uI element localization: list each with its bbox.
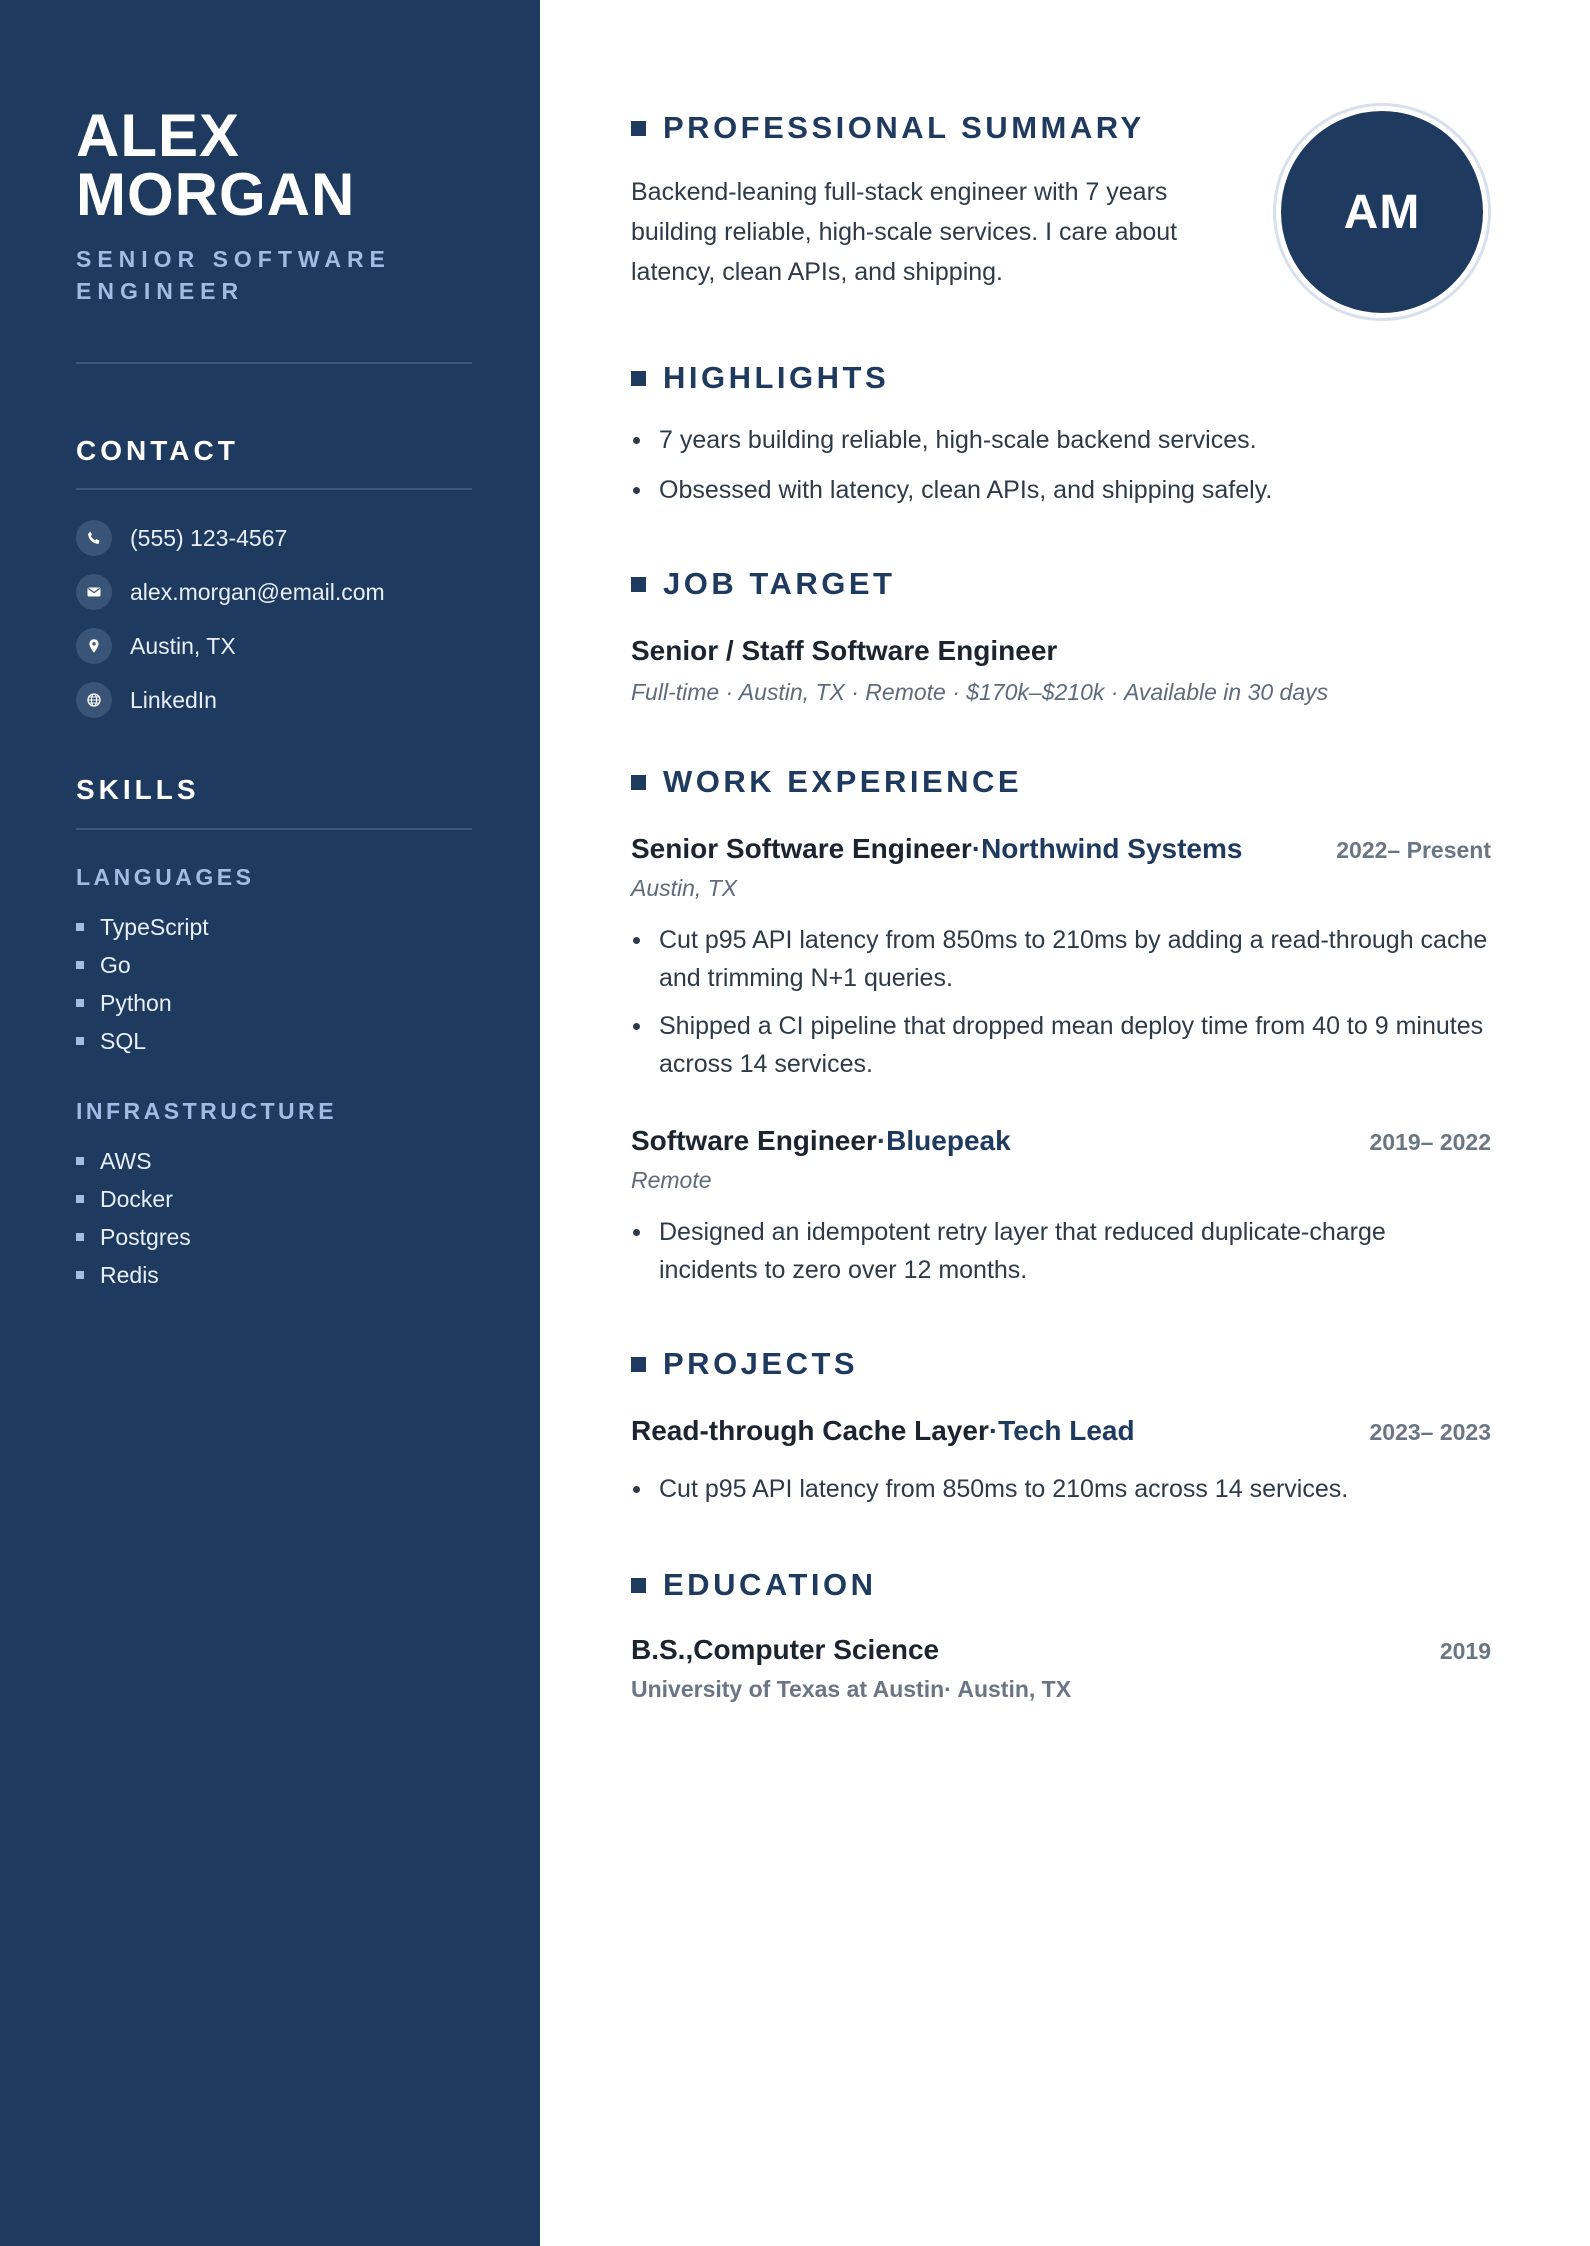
company-name: ·Northwind Systems xyxy=(971,833,1243,864)
entry-date: 2023– 2023 xyxy=(1369,1419,1491,1445)
project-role: ·Tech Lead xyxy=(988,1415,1135,1446)
square-bullet-icon xyxy=(76,923,84,931)
entry-date: 2019 xyxy=(1439,1638,1491,1664)
list-item: 7 years building reliable, high-scale backend services. xyxy=(631,421,1491,459)
contact-email-text: alex.morgan@email.com xyxy=(130,578,385,605)
education-entry xyxy=(631,1634,1491,1703)
highlights-list xyxy=(631,421,1491,509)
candidate-role: SENIOR SOFTWARE ENGINEER xyxy=(76,246,391,304)
skill-label: SQL xyxy=(100,1027,147,1054)
square-bullet-icon xyxy=(76,999,84,1007)
experience-entry xyxy=(631,1125,1491,1289)
first-name: ALEX xyxy=(76,102,241,169)
skill-label: Redis xyxy=(100,1261,159,1288)
list-item: Cut p95 API latency from 850ms to 210ms by adding a read-through cache and trimming N+1 queries. xyxy=(631,921,1491,997)
skill-item xyxy=(76,1256,540,1294)
skill-label: Docker xyxy=(100,1185,173,1212)
section-title-text: PROJECTS xyxy=(663,1346,859,1381)
experience-entry xyxy=(631,833,1491,1083)
skill-list-languages xyxy=(76,908,540,1060)
square-bullet-icon xyxy=(631,1357,646,1372)
job-title: Senior Software Engineer xyxy=(631,833,972,864)
square-bullet-icon xyxy=(631,121,646,136)
job-target-block xyxy=(631,635,1491,706)
contact-phone[interactable] xyxy=(76,520,540,556)
skill-group-title-languages: LANGUAGES xyxy=(76,864,255,890)
section-title-projects xyxy=(631,1346,858,1382)
highlights-block xyxy=(631,421,1491,509)
project-name: Read-through Cache Layer xyxy=(631,1415,989,1446)
institution: University of Texas at Austin· Austin, TX xyxy=(631,1676,1072,1702)
square-bullet-icon xyxy=(631,371,646,386)
entry-location: Austin, TX xyxy=(631,875,738,901)
divider xyxy=(76,488,472,490)
contact-location xyxy=(76,628,540,664)
section-title-text: PROFESSIONAL SUMMARY xyxy=(663,110,1145,145)
skill-item xyxy=(76,1022,540,1060)
divider xyxy=(76,828,472,830)
candidate-name xyxy=(76,102,540,228)
square-bullet-icon xyxy=(631,577,646,592)
list-item: Designed an idempotent retry layer that reduced duplicate-charge incidents to zero over 12 months. xyxy=(631,1213,1491,1289)
square-bullet-icon xyxy=(76,1271,84,1279)
phone-icon xyxy=(76,520,112,556)
entry-date: 2022– Present xyxy=(1336,837,1491,863)
location-pin-icon xyxy=(76,628,112,664)
contact-location-text: Austin, TX xyxy=(130,632,236,659)
entry-title xyxy=(631,833,1242,865)
job-target-meta: Full-time · Austin, TX · Remote · $170k–$210k · Available in 30 days xyxy=(631,679,1329,705)
section-title-education xyxy=(631,1567,876,1603)
skill-label: Python xyxy=(100,989,172,1016)
section-title-text: WORK EXPERIENCE xyxy=(663,764,1023,799)
skill-label: AWS xyxy=(100,1147,152,1174)
square-bullet-icon xyxy=(76,1037,84,1045)
entry-header xyxy=(631,833,1491,865)
skill-label: Go xyxy=(100,951,131,978)
entry-title xyxy=(631,1415,1135,1447)
entry-date: 2019– 2022 xyxy=(1369,1129,1491,1155)
skill-item xyxy=(76,1180,540,1218)
entry-title xyxy=(631,1125,1011,1157)
project-entry xyxy=(631,1415,1491,1508)
skill-item xyxy=(76,908,540,946)
entry-header xyxy=(631,1634,1491,1666)
list-item: Cut p95 API latency from 850ms to 210ms across 14 services. xyxy=(631,1470,1491,1508)
list-item: Obsessed with latency, clean APIs, and shipping safely. xyxy=(631,471,1491,509)
last-name: MORGAN xyxy=(76,161,356,228)
contact-email[interactable] xyxy=(76,574,540,610)
square-bullet-icon xyxy=(76,1195,84,1203)
skills-heading: SKILLS xyxy=(76,774,200,805)
square-bullet-icon xyxy=(631,1578,646,1593)
square-bullet-icon xyxy=(631,775,646,790)
skill-list-infrastructure xyxy=(76,1142,540,1294)
avatar xyxy=(1276,106,1488,318)
skill-item xyxy=(76,984,540,1022)
entry-header xyxy=(631,1415,1491,1447)
square-bullet-icon xyxy=(76,1233,84,1241)
contact-linkedin-text: LinkedIn xyxy=(130,686,217,713)
entry-header xyxy=(631,1125,1491,1157)
summary-text: Backend-leaning full-stack engineer with 7 years building reliable, high-scale services. I care about latency, clean APIs, and shipping. xyxy=(631,178,1178,286)
degree: B.S.,Computer Science xyxy=(631,1634,940,1665)
skill-item xyxy=(76,1218,540,1256)
square-bullet-icon xyxy=(76,1157,84,1165)
contact-linkedin[interactable] xyxy=(76,682,540,718)
section-title-text: EDUCATION xyxy=(663,1567,877,1602)
square-bullet-icon xyxy=(76,961,84,969)
section-title-experience xyxy=(631,764,1022,800)
list-item: Shipped a CI pipeline that dropped mean deploy time from 40 to 9 minutes across 14 services. xyxy=(631,1007,1491,1083)
job-title: Software Engineer xyxy=(631,1125,877,1156)
section-title-highlights xyxy=(631,360,889,396)
entry-bullets xyxy=(631,921,1491,1083)
entry-bullets xyxy=(631,1470,1491,1508)
skill-item xyxy=(76,1142,540,1180)
job-target-title: Senior / Staff Software Engineer xyxy=(631,635,1058,666)
divider xyxy=(76,362,472,364)
contact-list xyxy=(76,520,540,718)
avatar-initials: AM xyxy=(1343,185,1421,239)
skill-item xyxy=(76,946,540,984)
entry-location: Remote xyxy=(631,1167,712,1193)
mail-icon xyxy=(76,574,112,610)
sidebar xyxy=(0,0,540,2246)
entry-bullets xyxy=(631,1213,1491,1289)
section-title-summary xyxy=(631,110,1145,146)
section-title-text: HIGHLIGHTS xyxy=(663,360,890,395)
section-title-text: JOB TARGET xyxy=(663,566,896,601)
skill-group-title-infrastructure: INFRASTRUCTURE xyxy=(76,1098,338,1124)
section-title-job-target xyxy=(631,566,896,602)
globe-icon xyxy=(76,682,112,718)
skill-label: Postgres xyxy=(100,1223,191,1250)
contact-phone-text: (555) 123-4567 xyxy=(130,524,288,551)
skill-label: TypeScript xyxy=(100,913,209,940)
company-name: ·Bluepeak xyxy=(876,1125,1011,1156)
contact-heading: CONTACT xyxy=(76,435,239,466)
